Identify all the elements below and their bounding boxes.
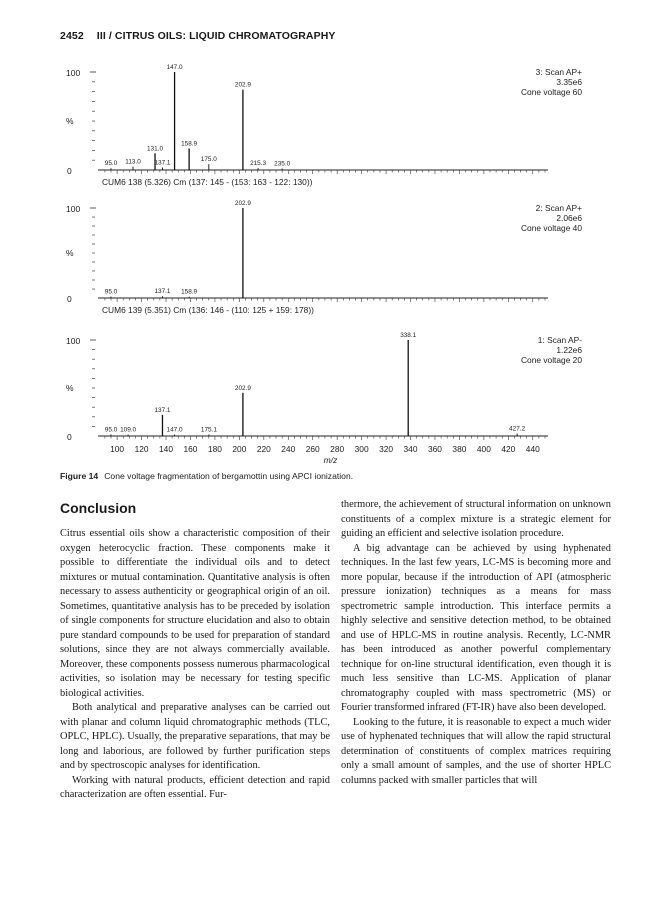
bottom-x-tick-label: 320 bbox=[379, 444, 394, 454]
bottom-y-label: % bbox=[66, 383, 74, 393]
paragraph: Working with natural products, efficient detection and rapid characterization are often essential. Fur- bbox=[60, 774, 330, 800]
bottom-scan-intensity: 1.22e6 bbox=[556, 345, 582, 355]
middle-peak-label: 95.0 bbox=[104, 288, 118, 296]
top-peak-label: 215.3 bbox=[250, 160, 267, 168]
figure-caption bbox=[60, 471, 353, 481]
middle-peak-label: 137.1 bbox=[154, 288, 171, 296]
bottom-peak-label: 95.0 bbox=[104, 426, 118, 434]
top-y-tick-100: 100 bbox=[66, 68, 81, 78]
page-number: 2452 bbox=[60, 30, 84, 42]
middle-y-label: % bbox=[66, 248, 74, 258]
bottom-y-tick-0: 0 bbox=[67, 432, 72, 442]
bottom-peak-label: 338.1 bbox=[400, 332, 417, 339]
bottom-x-tick-label: 300 bbox=[354, 444, 369, 454]
top-peak-label: 175.0 bbox=[200, 156, 217, 164]
bottom-peak-label: 202.9 bbox=[234, 384, 251, 392]
middle-y-tick-0: 0 bbox=[67, 294, 72, 304]
bottom-x-tick-label: 340 bbox=[403, 444, 418, 454]
bottom-x-tick-label: 140 bbox=[159, 444, 174, 454]
bottom-peak-label: 109.0 bbox=[120, 426, 137, 434]
right-column bbox=[341, 498, 611, 788]
top-y-tick-0: 0 bbox=[67, 166, 72, 176]
left-column bbox=[60, 527, 330, 803]
top-peak-label: 113.0 bbox=[125, 158, 141, 166]
middle-scan-condition: Cone voltage 40 bbox=[521, 223, 582, 233]
bottom-x-tick-label: 200 bbox=[232, 444, 247, 454]
paragraph: Looking to the future, it is reasonable to expect a much wider use of hyphenated techniques that will allow the rapid structural determination of constituents of complex matrices requiring only a small amount of samples, and the use of shorter HPLC columns packed with smaller particles that will bbox=[341, 716, 611, 786]
top-peak-label: 235.0 bbox=[274, 160, 291, 168]
caption-text: Cone voltage fragmentation of bergamottin using APCI ionization. bbox=[104, 471, 354, 481]
top-peak-label: 95.0 bbox=[104, 160, 118, 168]
bottom-x-tick-label: 400 bbox=[476, 444, 491, 454]
bottom-scan-condition: Cone voltage 20 bbox=[521, 355, 582, 365]
paragraph: A big advantage can be achieved by using hyphenated techniques. In the last few years, LC-MS is becoming more and more popular, because if the introduction of API (atmospheric pressure ionization) techniques as a means for mass spectrometric sample introduction. This interface permits a highly selective and sensitive detection method, to be obtained and use of HPLC-MS in routine analysis. Recently, LC-NMR has been introduced as another powerful complementary technique for on-line structural identification, even though it is much less sensitive than LC-MS. Application of planar chromatography coupled with mass spectrometric (MS) or Fourier transformed infrared (FT-IR) have also been developed. bbox=[341, 542, 611, 713]
bottom-x-tick-label: 160 bbox=[183, 444, 198, 454]
middle-peak-label: 202.9 bbox=[234, 200, 251, 207]
bottom-x-tick-label: 120 bbox=[134, 444, 149, 454]
bottom-x-tick-label: 360 bbox=[427, 444, 442, 454]
bottom-peak-label: 137.1 bbox=[154, 406, 171, 414]
top-scan-condition: Cone voltage 60 bbox=[521, 87, 582, 97]
middle-scan-title: 2: Scan AP+ bbox=[535, 203, 582, 213]
paragraph: Both analytical and preparative analyses can be carried out with planar and column liquid chromatographic methods (TLC, OPLC, HPLC). Usually, the preparative separations, that may be long and laborious, are followed by further purification steps and by spectroscopic analyses for identification. bbox=[60, 702, 330, 771]
middle-peak-label: 158.9 bbox=[181, 288, 198, 296]
bottom-x-tick-label: 220 bbox=[256, 444, 271, 454]
bottom-peak-label: 427.2 bbox=[509, 425, 526, 433]
bottom-peak-label: 175.1 bbox=[200, 426, 217, 434]
top-scan-title: 3: Scan AP+ bbox=[535, 67, 582, 77]
middle-scan-intensity: 2.06e6 bbox=[556, 213, 582, 223]
bottom-x-tick-label: 280 bbox=[330, 444, 345, 454]
bottom-scan-title: 1: Scan AP- bbox=[537, 335, 582, 345]
paragraph: thermore, the achievement of structural information on unknown constituents of a complex mixture is a strategic element for guiding an efficient and selective isolation procedure. bbox=[341, 499, 611, 539]
paragraph: Citrus essential oils show a characteristic composition of their oxygen heterocyclic fraction. These components make it possible to differentiate the individual oils and to detect mixtures or mutual contamination. Quantitative analysis is often necessary to assess authenticity or geographical origin of an oil. Sometimes, quantitative analysis has to be preceded by isolation of single components for structure elucidation and also to obtain pure standard compounds to be used for preparation of standard solutions, since they are not always commercially available. Moreover, these components possess numerous pharmacological activities, so isolation may be necessary for testing specific biological activities. bbox=[60, 528, 330, 699]
bottom-peak-label: 147.0 bbox=[166, 426, 183, 434]
bottom-x-tick-label: 180 bbox=[207, 444, 222, 454]
top-peak-label: 147.0 bbox=[166, 64, 183, 71]
middle-footer: CUM6 139 (5.351) Cm (136: 146 - (110: 125 + 159: 178)) bbox=[102, 305, 314, 315]
top-peak-label: 137.1 bbox=[154, 159, 171, 167]
section-heading: Conclusion bbox=[60, 500, 137, 516]
bottom-x-tick-label: 420 bbox=[501, 444, 516, 454]
top-y-label: % bbox=[66, 116, 74, 126]
middle-y-tick-100: 100 bbox=[66, 204, 81, 214]
bottom-x-tick-label: 240 bbox=[281, 444, 296, 454]
bottom-x-axis-label: m/z bbox=[323, 455, 338, 465]
running-title: III / CITRUS OILS: LIQUID CHROMATOGRAPHY bbox=[96, 30, 336, 42]
top-footer: CUM6 138 (5.326) Cm (137: 145 - (153: 163 - 122: 130)) bbox=[102, 177, 313, 187]
bottom-y-tick-100: 100 bbox=[66, 336, 81, 346]
top-peak-label: 131.0 bbox=[147, 145, 164, 153]
bottom-x-tick-label: 380 bbox=[452, 444, 467, 454]
top-scan-intensity: 3.35e6 bbox=[556, 77, 582, 87]
caption-label: Figure 14 bbox=[60, 471, 99, 481]
top-peak-label: 202.9 bbox=[234, 81, 251, 89]
bottom-x-tick-label: 100 bbox=[110, 444, 125, 454]
bottom-x-tick-label: 260 bbox=[305, 444, 320, 454]
top-peak-label: 158.9 bbox=[181, 140, 198, 148]
bottom-x-tick-label: 440 bbox=[525, 444, 540, 454]
